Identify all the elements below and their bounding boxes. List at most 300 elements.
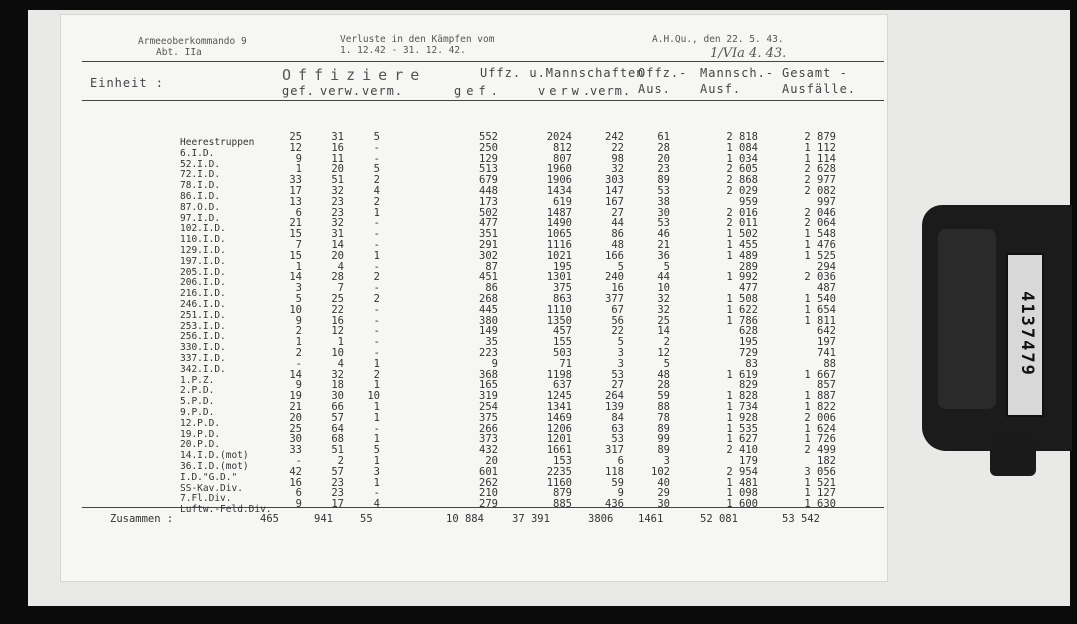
table-cell: 32 [331,184,344,197]
unit-name-cell: 72.I.D. [180,169,221,181]
table-cell: 21 [289,217,302,230]
table-cell: 863 [553,292,572,305]
table-cell: 368 [479,368,498,381]
unit-name-cell: 20.P.D. [180,439,221,451]
table-cell: 25 [289,422,302,435]
table-cell: 35 [485,336,498,349]
table-cell: 89 [657,444,670,457]
title-line-1: Verluste in den Kämpfen vom [340,34,495,45]
table-cell: 182 [817,454,836,467]
table-cell: 195 [739,336,758,349]
table-cell: 729 [739,346,758,359]
table-cell: 102 [651,465,670,478]
table-cell: 1 [373,454,380,467]
table-cell: 377 [605,292,624,305]
table-cell: 502 [479,206,498,219]
table-cell: 7 [337,282,344,295]
table-cell: 25 [657,314,670,327]
table-cell: 36 [657,249,670,262]
table-cell: 1021 [546,249,572,262]
table-cell: 32 [657,292,670,305]
unit-name-cell: 197.I.D. [180,255,226,267]
table-cell: 25 [289,131,302,143]
table-cell: 380 [479,314,498,327]
table-cell: 1 084 [726,141,758,154]
table-cell: 2 977 [804,174,836,187]
table-cell: 1 098 [726,487,758,500]
table-cell: 20 [331,249,344,262]
table-cell: 1661 [546,444,572,457]
table-cell: 448 [479,184,498,197]
table-cell: 1160 [546,476,572,489]
table-cell: 63 [611,422,624,435]
table-cell: 167 [605,195,624,208]
unit-name-cell: 205.I.D. [180,266,226,278]
table-cell: - [373,217,380,230]
totals-offz-aus: 1461 [638,513,664,525]
column-off-gef: gef. [282,84,315,98]
table-cell: 1 [295,260,302,273]
table-cell: 27 [611,206,624,219]
table-cell: 48 [657,368,670,381]
table-cell: 23 [331,206,344,219]
table-cell: 89 [657,422,670,435]
table-cell: 4 [373,498,380,511]
table-cell: 22 [611,325,624,338]
table-cell: 21 [289,400,302,413]
table-cell: 2 [337,454,344,467]
table-cell: 12 [331,325,344,338]
table-cell: 4 [337,260,344,273]
totals-label: Zusammen : [110,513,174,525]
unit-name-cell: 52.I.D. [180,158,221,170]
table-cell: 9 [295,152,302,165]
table-cell: 9 [295,379,302,392]
table-cell: 4 [337,357,344,370]
table-cell: 1 114 [804,152,836,165]
device-knob [990,436,1036,476]
column-unit: Einheit : [90,76,165,90]
table-cell: 2 082 [804,184,836,197]
unit-name-cell: 206.I.D. [180,277,226,289]
table-cell: 375 [553,282,572,295]
table-cell: 20 [331,163,344,176]
table-cell: 3 [295,282,302,295]
table-cell: 33 [289,444,302,457]
table-cell: 223 [479,346,498,359]
unit-name-cell: 9.P.D. [180,406,215,418]
table-cell: 89 [657,174,670,187]
unit-name-cell: Heerestruppen [180,137,255,148]
table-cell: 997 [817,195,836,208]
mannsch-ausf-column [704,132,758,510]
table-cell: 1 [295,336,302,349]
table-cell: 1 127 [804,487,836,500]
table-cell: 9 [295,498,302,511]
table-cell: 64 [331,422,344,435]
unit-name-cell: 86.I.D. [180,190,221,202]
table-cell: 17 [331,498,344,511]
table-cell: 451 [479,271,498,284]
table-cell: 1 521 [804,476,836,489]
unit-name-cell: 36.I.D.(mot) [180,460,249,472]
table-cell: 1490 [546,217,572,230]
table-cell: 1 112 [804,141,836,154]
table-cell: 2 [663,336,670,349]
table-cell: 19 [289,390,302,403]
table-cell: 1 630 [804,498,836,511]
table-cell: 31 [331,228,344,241]
totals-mannsch: 52 081 [700,513,738,525]
unit-name-cell: 78.I.D. [180,180,221,192]
table-cell: 48 [611,238,624,251]
table-cell: 179 [739,454,758,467]
org-line-2: Abt. IIa [156,47,202,58]
table-cell: 477 [479,217,498,230]
table-cell: 1 992 [726,271,758,284]
table-cell: 13 [289,195,302,208]
table-cell: 33 [289,174,302,187]
table-cell: 32 [611,163,624,176]
table-cell: 373 [479,433,498,446]
table-cell: 432 [479,444,498,457]
table-cell: - [373,487,380,500]
table-cell: 88 [657,400,670,413]
table-cell: 46 [657,228,670,241]
table-cell: 1341 [546,400,572,413]
table-cell: 1 622 [726,303,758,316]
table-cell: 20 [289,411,302,424]
table-cell: 53 [657,217,670,230]
totals-gesamt: 53 542 [782,513,820,525]
column-nco-verm: verm. [590,84,632,98]
table-cell: 29 [657,487,670,500]
table-cell: 1 [373,411,380,424]
table-cell: 2 868 [726,174,758,187]
table-cell: 242 [605,131,624,143]
table-cell: 22 [331,303,344,316]
column-mannsch-1: Mannsch.- [700,66,775,80]
table-cell: 1 [373,357,380,370]
table-cell: 118 [605,465,624,478]
table-cell: 601 [479,465,498,478]
column-nco-group: Uffz. u.Mannschaften [480,66,645,80]
table-cell: 2 [295,325,302,338]
unit-name-cell: I.D."G.D." [180,471,238,483]
table-cell: 268 [479,292,498,305]
unit-name-cell: 251.I.D. [180,309,226,321]
table-cell: 10 [289,303,302,316]
column-gesamt-1: Gesamt - [782,66,848,80]
table-cell: 879 [553,487,572,500]
table-cell: 351 [479,228,498,241]
table-cell: 2 029 [726,184,758,197]
table-cell: 28 [657,379,670,392]
table-cell: 487 [817,282,836,295]
totals-off-gef: 465 [260,513,279,525]
table-cell: 57 [331,411,344,424]
table-cell: 503 [553,346,572,359]
table-cell: 210 [479,487,498,500]
unit-name-cell: 19.P.D. [180,428,221,440]
totals-off-verm: 55 [360,513,373,525]
table-cell: 7 [295,238,302,251]
table-cell: 99 [657,433,670,446]
table-cell: 619 [553,195,572,208]
table-cell: 5 [373,163,380,176]
unit-name-cell: Luftw.-Feld.Div. [180,504,272,516]
table-cell: 1 548 [804,228,836,241]
table-cell: 88 [823,357,836,370]
table-cell: 5 [663,357,670,370]
table-cell: 303 [605,174,624,187]
unit-name-cell: 1.P.Z. [180,374,215,386]
table-cell: 2 818 [726,131,758,143]
table-cell: 18 [331,379,344,392]
table-cell: 2 011 [726,217,758,230]
place-date: A.H.Qu., den 22. 5. 43. [652,34,784,45]
table-cell: 51 [331,444,344,457]
table-cell: 10 [657,282,670,295]
table-cell: 436 [605,498,624,511]
table-cell: 1301 [546,271,572,284]
table-cell: - [373,238,380,251]
totals-off-verw: 941 [314,513,333,525]
table-cell: 1065 [546,228,572,241]
table-cell: 17 [289,184,302,197]
table-cell: 25 [331,292,344,305]
column-offz-aus-2: Aus. [638,82,671,96]
unit-name-cell: 2.P.D. [180,385,215,397]
table-cell: 2 [373,368,380,381]
table-cell: 67 [611,303,624,316]
table-cell: 2235 [546,465,572,478]
table-cell: 1 [295,163,302,176]
table-cell: 1 [373,433,380,446]
table-cell: 1 654 [804,303,836,316]
table-cell: - [373,422,380,435]
table-cell: 3 [617,346,624,359]
off-verw-column [308,132,344,510]
table-cell: 5 [617,336,624,349]
table-cell: 20 [485,454,498,467]
table-cell: 59 [657,390,670,403]
table-cell: 302 [479,249,498,262]
unit-name-cell: 216.I.D. [180,288,226,300]
table-cell: 1 [373,206,380,219]
off-verm-column [350,132,380,510]
table-cell: 5 [373,131,380,143]
table-cell: 155 [553,336,572,349]
nco-verm-column [582,132,624,510]
table-cell: 86 [485,282,498,295]
table-cell: 57 [331,465,344,478]
table-cell: 149 [479,325,498,338]
table-cell: 173 [479,195,498,208]
table-cell: - [295,357,302,370]
table-cell: 5 [295,292,302,305]
column-nco-gef: gef. [454,84,503,98]
table-cell: 16 [331,141,344,154]
unit-name-cell: 246.I.D. [180,298,226,310]
table-cell: 1 786 [726,314,758,327]
table-cell: 31 [331,131,344,143]
table-cell: 139 [605,400,624,413]
table-cell: 1 887 [804,390,836,403]
table-cell: 812 [553,141,572,154]
table-cell: 6 [295,487,302,500]
table-cell: 27 [611,379,624,392]
table-cell: 513 [479,163,498,176]
table-cell: 10 [367,390,380,403]
table-cell: 1198 [546,368,572,381]
table-cell: 38 [657,195,670,208]
table-cell: 1116 [546,238,572,251]
table-cell: 197 [817,336,836,349]
table-cell: 53 [611,368,624,381]
table-cell: 42 [289,465,302,478]
table-cell: - [373,260,380,273]
table-cell: 317 [605,444,624,457]
table-cell: 14 [289,271,302,284]
table-cell: 1 734 [726,400,758,413]
table-cell: 16 [331,314,344,327]
table-cell: 741 [817,346,836,359]
table-cell: 15 [289,249,302,262]
table-cell: 195 [553,260,572,273]
table-cell: 153 [553,454,572,467]
table-cell: 807 [553,152,572,165]
table-cell: - [373,346,380,359]
table-cell: - [373,152,380,165]
header-rule-top [82,61,884,62]
title-line-2: 1. 12.42 - 31. 12. 42. [340,45,466,56]
table-cell: 14 [289,368,302,381]
table-cell: 86 [611,228,624,241]
table-cell: 12 [289,141,302,154]
table-cell: 552 [479,131,498,143]
table-cell: 129 [479,152,498,165]
table-cell: 30 [657,206,670,219]
column-off-verm: verm. [362,84,404,98]
org-line-1: Armeeoberkommando 9 [138,36,247,47]
table-cell: 829 [739,379,758,392]
table-cell: 1 619 [726,368,758,381]
table-cell: 2 064 [804,217,836,230]
handwritten-note: 1/VIa 4. 43. [710,46,787,61]
unit-name-cell: 14.I.D.(mot) [180,450,249,462]
unit-name-cell: SS-Kav.Div. [180,482,243,494]
unit-name-cell: 12.P.D. [180,417,221,429]
table-cell: 83 [745,357,758,370]
table-cell: 14 [331,238,344,251]
unit-name-cell: 102.I.D. [180,223,226,235]
table-cell: 264 [605,390,624,403]
table-cell: 87 [485,260,498,273]
unit-name-cell: 97.I.D. [180,212,221,224]
table-cell: 2 [373,174,380,187]
table-cell: 1 726 [804,433,836,446]
table-cell: 1 [373,400,380,413]
table-cell: 1434 [546,184,572,197]
table-cell: 1 [373,379,380,392]
table-cell: - [373,336,380,349]
unit-name-cell: 342.I.D. [180,363,226,375]
unit-name-cell: 5.P.D. [180,396,215,408]
table-cell: 9 [295,314,302,327]
table-cell: 262 [479,476,498,489]
table-cell: 9 [491,357,498,370]
column-off-verw: verw. [320,84,362,98]
table-cell: 1 811 [804,314,836,327]
offz-aus-column [634,132,670,510]
table-cell: 3 056 [804,465,836,478]
table-cell: 2 499 [804,444,836,457]
table-cell: 3 [663,454,670,467]
table-cell: 61 [657,131,670,143]
column-offz-aus-1: Offz.- [638,66,688,80]
table-cell: 23 [331,195,344,208]
table-cell: 28 [331,271,344,284]
table-cell: 2 954 [726,465,758,478]
table-cell: 2 605 [726,163,758,176]
table-cell: 1 455 [726,238,758,251]
table-cell: 30 [331,390,344,403]
table-cell: 1245 [546,390,572,403]
table-cell: 1487 [546,206,572,219]
table-cell: 240 [605,271,624,284]
table-cell: 1 034 [726,152,758,165]
table-cell: 84 [611,411,624,424]
table-cell: 12 [657,346,670,359]
table-cell: 279 [479,498,498,511]
table-cell: 1 476 [804,238,836,251]
table-cell: 59 [611,476,624,489]
table-cell: 1 [337,336,344,349]
table-cell: 53 [657,184,670,197]
table-cell: - [373,228,380,241]
table-cell: 2 [373,292,380,305]
table-cell: 68 [331,433,344,446]
table-cell: 32 [331,217,344,230]
device-counter-digits: 4137479 [1017,291,1037,377]
table-cell: 1110 [546,303,572,316]
gesamt-column [782,132,836,510]
column-nco-verw: verw. [538,84,595,98]
totals-nco-gef: 10 884 [446,513,484,525]
table-cell: 71 [559,357,572,370]
table-cell: 15 [289,228,302,241]
table-cell: - [295,454,302,467]
table-cell: 66 [331,400,344,413]
table-cell: 445 [479,303,498,316]
table-cell: 22 [611,141,624,154]
table-cell: 1 [373,476,380,489]
table-cell: 959 [739,195,758,208]
table-cell: 294 [817,260,836,273]
table-cell: 1 535 [726,422,758,435]
table-cell: 147 [605,184,624,197]
table-cell: 4 [373,184,380,197]
table-cell: 477 [739,282,758,295]
table-cell: 679 [479,174,498,187]
table-cell: 5 [373,444,380,457]
table-cell: 3 [617,357,624,370]
table-cell: 32 [657,303,670,316]
table-cell: 2 [295,346,302,359]
device-counter-window [1006,253,1044,417]
table-cell: 637 [553,379,572,392]
